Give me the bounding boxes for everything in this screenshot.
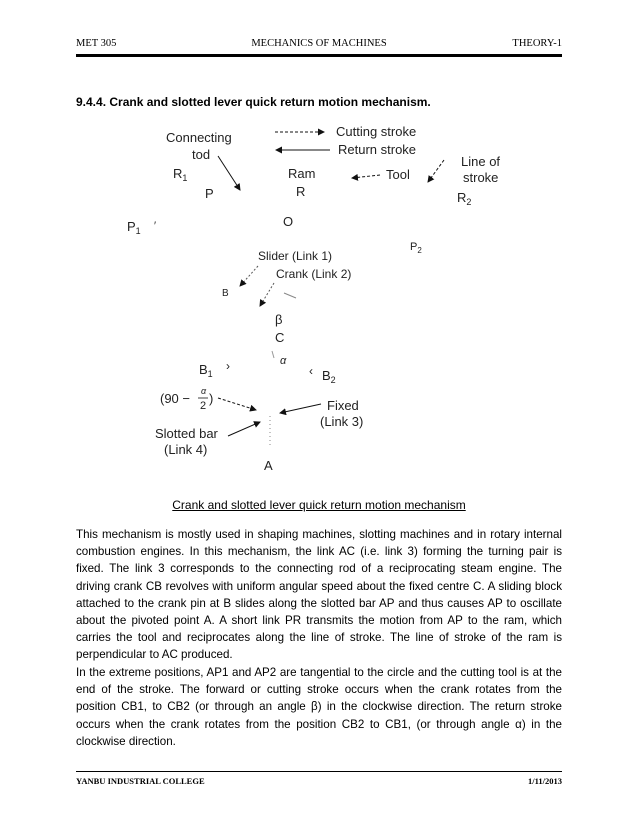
label-a: A <box>264 458 273 473</box>
paragraph-1: This mechanism is mostly used in shaping machines, slotting machines and in rotary internal combustion engines. In this mechanism, the link AC (i.e. link 3) forming the turning pair is fixed. The link 3 corresponds to the connecting rod of a reciprocating steam engine. The driving crank CB revolves with uniform angular speed about the fixed centre C. A sliding block attached to the crank pin at B slides along the slotted bar AP and thus causes AP to oscillate about the pivoted point A. A short link PR transmits the motion from AP to the ram, which carries the tool and reciprocates along the line of stroke. The line of stroke of the ram is perpendicular to AC produced. <box>76 528 562 662</box>
line-of-stroke-arrow <box>428 160 444 182</box>
label-angle-open: (90 − <box>160 391 190 406</box>
angle-arrow <box>218 398 256 410</box>
college-name: YANBU INDUSTRIAL COLLEGE <box>76 776 205 786</box>
label-link3: (Link 3) <box>320 414 364 429</box>
label-r1: $R_1$ <box>173 166 188 183</box>
label-stroke: stroke <box>463 170 499 185</box>
paragraph-2: In the extreme positions, AP1 and AP2 are tangential to the circle and the cutting tool is at the end of the stroke. The forward or cutting stroke occurs when the crank rotates from the position CB1, to CB2 (or through an angle β) in the clockwise direction. The return stroke occurs when the crank rotates from the position CB2 to CB1, (or through angle α) in the clockwise direction. <box>76 666 562 748</box>
label-b2: $B_2$ <box>322 368 336 385</box>
section-title: 9.4.4. Crank and slotted lever quick return motion mechanism. <box>76 95 431 109</box>
label-p2: $P_2$ <box>410 241 422 255</box>
c-tick <box>272 351 274 358</box>
label-beta: β <box>275 312 283 327</box>
header-rule <box>76 54 562 57</box>
b2-mark: ‹ <box>309 364 313 378</box>
b1-mark: › <box>226 359 230 373</box>
label-angle-close: ) <box>209 391 214 406</box>
label-p1: $P_1$ <box>127 219 141 236</box>
p1-tick: ′ <box>154 220 157 232</box>
label-line-of: Line of <box>461 154 501 169</box>
connecting-rod-arrow <box>218 156 240 190</box>
label-b1: $B_1$ <box>199 362 213 379</box>
label-angle-alpha: α <box>201 386 207 396</box>
label-ram: Ram <box>288 166 316 181</box>
label-c: C <box>275 330 285 345</box>
crank-tick <box>284 293 296 298</box>
course-code: MET 305 <box>76 38 117 49</box>
label-slider: Slider (Link 1) <box>258 249 333 263</box>
label-angle-two: 2 <box>200 400 207 412</box>
page-header <box>76 38 562 54</box>
label-p: P <box>205 186 214 201</box>
mechanism-figure <box>110 118 501 483</box>
label-o: O <box>283 214 294 229</box>
figure-caption: Crank and slotted lever quick return motion mechanism <box>172 498 466 512</box>
label-crank: Crank (Link 2) <box>276 267 352 281</box>
footer-date: 1/11/2013 <box>527 776 562 786</box>
label-connecting: Connecting <box>166 130 232 145</box>
footer-rule <box>76 771 562 772</box>
label-b: B <box>222 288 229 299</box>
course-title: MECHANICS OF MACHINES <box>251 38 387 49</box>
label-tool: Tool <box>386 167 410 182</box>
label-rod: tod <box>192 147 211 162</box>
crank-arrow <box>260 283 274 306</box>
label-fixed: Fixed <box>327 398 359 413</box>
fixed-arrow <box>280 404 321 413</box>
label-r2: $R_2$ <box>457 190 472 207</box>
slotted-bar-arrow <box>228 422 260 436</box>
section-label: THEORY-1 <box>512 38 562 49</box>
label-return-stroke: Return stroke <box>338 142 417 157</box>
label-slotted-bar: Slotted bar <box>155 426 218 441</box>
label-link4: (Link 4) <box>164 442 208 457</box>
mechanism-diagram <box>110 118 501 483</box>
label-ram-r: R <box>296 184 306 199</box>
label-alpha: α <box>280 355 287 367</box>
tool-arrow <box>352 175 380 178</box>
label-cutting-stroke: Cutting stroke <box>336 124 417 139</box>
slider-arrow <box>240 266 258 286</box>
